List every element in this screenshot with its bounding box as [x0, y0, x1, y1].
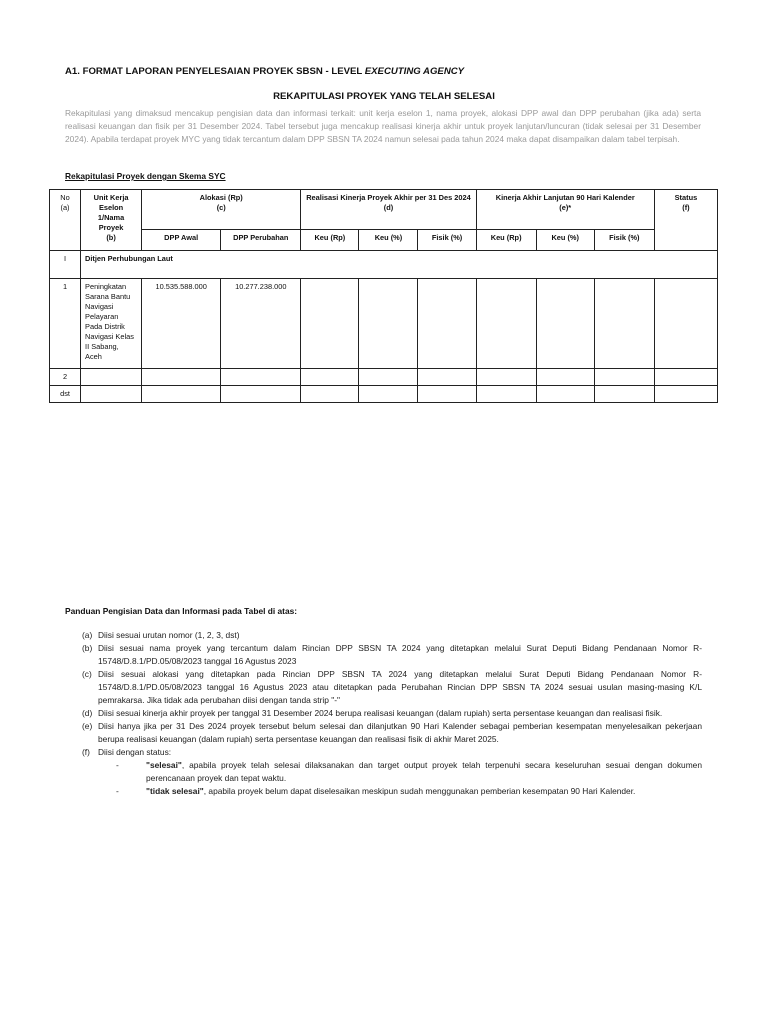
guide-text: Diisi sesuai nama proyek yang tercantum dalam Rincian DPP SBSN TA 2024 yang ditetapkan melalui Surat Deputi Bidang Pendanaan Nomor R-15748/D.8.1/PD.05/08/2023 tanggal 16 Agustus 2023	[98, 643, 702, 667]
table-cell	[594, 385, 654, 402]
table-cell	[594, 279, 654, 369]
table-cell	[594, 369, 654, 386]
table-cell	[359, 369, 418, 386]
table-header-row	[50, 190, 718, 230]
header-kinerja-code: (e)*	[559, 202, 572, 212]
document-title: A1. FORMAT LAPORAN PENYELESAIAN PROYEK SBSN - LEVEL EXECUTING AGENCY	[65, 66, 465, 77]
row-dpp-awal: 10.535.588.000	[142, 279, 221, 369]
intro-paragraph: Rekapitulasi yang dimaksud mencakup pengisian data dan informasi terkait: unit kerja eselon 1, nama proyek, alokasi DPP awal dan DPP perubahan (jika ada) serta realisasi keuangan dan fisik per 31 Desember 2024. Tabel tersebut juga mencakup realisasi kinerja akhir untuk proyek lanjutan/luncuran (tidak selesai per 31 Desember 2024). Apabila terdapat proyek MYC yang tidak tercantum dalam DPP SBSN TA 2024 namun selesai pada tahun 2024 maka dapat disampaikan dalam tabel terpisah.	[65, 108, 701, 144]
table-cell	[359, 385, 418, 402]
recap-table	[49, 189, 718, 403]
status-term: "selesai"	[146, 760, 182, 771]
header-kinerja-label: Kinerja Akhir Lanjutan 90 Hari Kalender	[495, 193, 635, 202]
table-row	[50, 385, 718, 402]
table-cell	[654, 279, 717, 369]
status-item-tidak-selesai	[98, 785, 702, 798]
table-cell	[654, 369, 717, 386]
row-dpp-perubahan: 10.277.238.000	[221, 279, 301, 369]
guide-text: Diisi sesuai alokasi yang ditetapkan pada Rincian DPP SBSN TA 2024 yang ditetapkan melalui Surat Deputi Bidang Pendanaan Nomor R-15748/D.8.1/PD.05/08/2023 tanggal 16 Agustus 2023 atau ditetapkan pada Perubahan Rincian DPP SBSN TA 2024 sesuai usulan masing-masing K/L pemrakarsa. Jika tidak ada perubahan diisi dengan tanda strip "-"	[98, 669, 702, 706]
subheader-realisasi-keu-rp: Keu (Rp)	[301, 230, 359, 251]
guide-item-e	[82, 720, 702, 746]
table-cell	[418, 369, 476, 386]
guide-marker: (d)	[82, 708, 93, 719]
row-project-name: Peningkatan Sarana Bantu Navigasi Pelayaran Pada Distrik Navigasi Kelas II Sabang, Aceh	[81, 279, 142, 369]
guide-marker: (b)	[82, 643, 93, 654]
guide-marker: (f)	[82, 747, 90, 758]
status-term: "tidak selesai"	[146, 786, 204, 797]
guide-text: Diisi dengan status:	[98, 747, 172, 758]
document-title-italic: EXECUTING AGENCY	[364, 66, 465, 77]
header-alokasi-code: (c)	[216, 202, 226, 212]
subheader-kinerja-keu-pct: Keu (%)	[536, 230, 594, 251]
table-cell	[418, 279, 476, 369]
subheader-realisasi-fisik-pct: Fisik (%)	[418, 230, 476, 251]
guide-item-f	[82, 746, 702, 759]
table-cell	[142, 369, 221, 386]
header-status-code: (f)	[682, 202, 690, 212]
table-cell	[476, 385, 536, 402]
section-label: Ditjen Perhubungan Laut	[81, 251, 718, 279]
table-cell	[301, 385, 359, 402]
table-cell	[476, 369, 536, 386]
header-realisasi-code: (d)	[383, 202, 394, 212]
row-no: dst	[50, 385, 81, 402]
header-unit	[81, 190, 142, 251]
table-cell	[359, 279, 418, 369]
status-text	[132, 759, 702, 785]
guide-list	[82, 629, 702, 798]
subheader-kinerja-fisik-pct: Fisik (%)	[594, 230, 654, 251]
table-cell	[142, 385, 221, 402]
table-title: Rekapitulasi Proyek dengan Skema SYC	[65, 171, 226, 181]
header-unit-code: (b)	[106, 232, 116, 242]
table-cell	[81, 369, 142, 386]
header-alokasi	[142, 190, 301, 230]
subheader-realisasi-keu-pct: Keu (%)	[359, 230, 418, 251]
document-subtitle: REKAPITULASI PROYEK YANG TELAH SELESAI	[273, 91, 495, 102]
guide-marker: (a)	[82, 630, 93, 640]
dash-bullet: -	[116, 760, 119, 771]
header-alokasi-label: Alokasi (Rp)	[199, 193, 243, 202]
status-item-selesai	[98, 759, 702, 785]
table-row	[50, 369, 718, 386]
table-cell	[418, 385, 476, 402]
header-status	[654, 190, 717, 251]
dash-bullet: -	[116, 786, 119, 797]
header-no-label: No	[60, 193, 70, 202]
table-row	[50, 279, 718, 369]
status-desc: , apabila proyek telah selesai dilaksanakan dan target output proyek telah terpenuhi secara keseluruhan sesuai dengan dokumen perencanaan proyek dan tepat waktu.	[146, 760, 702, 784]
header-status-label: Status	[674, 193, 698, 202]
header-realisasi	[301, 190, 476, 230]
status-text	[132, 785, 702, 798]
table-cell	[476, 279, 536, 369]
table-cell	[301, 369, 359, 386]
table-cell	[536, 385, 594, 402]
header-realisasi-label: Realisasi Kinerja Proyek Akhir per 31 Des 2024	[306, 193, 471, 202]
status-desc: , apabila proyek belum dapat diselesaikan meskipun sudah menggunakan pemberian kesempatan 90 Hari Kalender.	[203, 786, 636, 797]
row-no: 2	[50, 369, 81, 386]
table-row	[50, 251, 718, 279]
guide-item-d	[82, 707, 702, 720]
guide-item-a	[82, 629, 702, 642]
table-cell	[221, 385, 301, 402]
guide-text: Diisi sesuai kinerja akhir proyek per tanggal 31 Desember 2024 berupa realisasi keuangan (dalam rupiah) serta persentase keuangan dan realisasi fisik.	[98, 708, 663, 719]
guide-title: Panduan Pengisian Data dan Informasi pada Tabel di atas:	[65, 606, 298, 616]
guide-item-c	[82, 668, 702, 707]
subheader-dpp-awal: DPP Awal	[142, 230, 221, 251]
table-subheader-row	[50, 230, 718, 251]
table-cell	[81, 385, 142, 402]
header-no-code: (a)	[60, 202, 70, 212]
subheader-dpp-perubahan: DPP Perubahan	[221, 230, 301, 251]
table-cell	[221, 369, 301, 386]
row-no: 1	[50, 279, 81, 369]
header-no	[50, 190, 81, 251]
header-unit-label: Unit Kerja Eselon 1/Nama Proyek	[93, 193, 129, 232]
section-no: I	[50, 251, 81, 279]
guide-text: Diisi sesuai urutan nomor (1, 2, 3, dst)	[98, 630, 240, 640]
table-cell	[536, 279, 594, 369]
subheader-kinerja-keu-rp: Keu (Rp)	[476, 230, 536, 251]
guide-text: Diisi hanya jika per 31 Des 2024 proyek tersebut belum selesai dan dilanjutkan 90 Hari Kalender sebagai pemberian kesempatan menyelesaikan pekerjaan berupa realisasi keuangan (dalam rupiah) serta persentase keuangan dan realisasi fisik di akhir Maret 2025.	[98, 721, 702, 745]
table-cell	[301, 279, 359, 369]
guide-marker: (e)	[82, 721, 93, 732]
guide-item-b	[82, 642, 702, 668]
table-cell	[654, 385, 717, 402]
guide-marker: (c)	[82, 669, 92, 680]
header-kinerja	[476, 190, 654, 230]
table-cell	[536, 369, 594, 386]
